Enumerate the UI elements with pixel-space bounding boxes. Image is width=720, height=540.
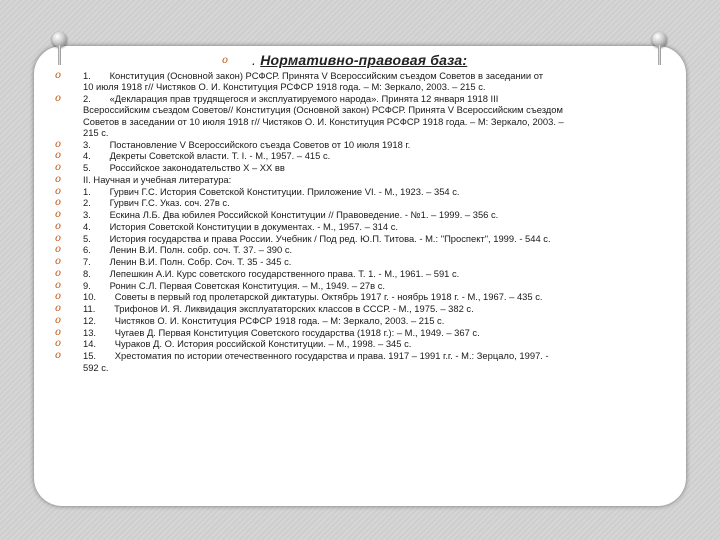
pushpin-icon	[50, 32, 70, 66]
list-item-line: 215 с.	[83, 126, 109, 138]
list-item-line: 11. Трифонов И. Я. Ликвидация эксплуататорских классов в СССР. - М., 1975. – 382 с.	[83, 303, 474, 315]
bullet-icon: o	[55, 232, 62, 244]
list-item-line: 5. История государства и права России. Учебник / Под ред. Ю.П. Титова. - М.: "Проспект", 1999. - 544 с.	[83, 232, 551, 244]
bullet-icon: o	[55, 162, 62, 174]
bullet-icon: o	[55, 267, 62, 279]
list-item-line: 6. Ленин В.И. Полн. собр. соч. Т. 37. – 390 с.	[83, 244, 293, 256]
bullet-icon: o	[55, 279, 62, 291]
bullet-icon: o	[55, 314, 62, 326]
list-item-line: 1. Конституция (Основной закон) РСФСР. Принята V Всероссийским съездом Советов в заседании от	[83, 70, 544, 81]
list-item-line: 3. Постановление V Всероссийского съезда Советов от 10 июля 1918 г.	[83, 138, 411, 150]
bullet-icon: o	[55, 244, 62, 256]
list-item-line: 2. Гурвич Г.С. Указ. соч. 27в с.	[83, 197, 230, 209]
bullet-icon: o	[55, 138, 62, 150]
bullet-icon: o	[55, 150, 62, 162]
bullet-icon: o	[55, 350, 62, 362]
list-item-line: 9. Ронин С.Л. Первая Советская Конституция. – М., 1949. – 27в с.	[83, 279, 386, 291]
list-item-line: 4. Декреты Советской власти. Т. I. - М., 1957. – 415 с.	[83, 150, 331, 162]
bullet-icon: o	[55, 303, 62, 315]
bullet-icon: o	[55, 185, 62, 197]
list-item-line: II. Научная и учебная литература:	[83, 173, 232, 185]
list-item-line: 10 июля 1918 г// Чистяков О. И. Конституция РСФСР 1918 года. – М: Зеркало, 2003. – 215 с.	[83, 81, 486, 93]
page-title: . Нормативно-правовая база:	[252, 52, 468, 68]
list-item-line: 3. Ескина Л.Б. Два юбилея Российской Конституции // Правоведение. - №1. – 1999. – 356 с.	[83, 209, 499, 221]
list-item-line: 8. Лепешкин А.И. Курс советского государственного права. Т. 1. - М., 1961. – 591 с.	[83, 267, 460, 279]
bullet-icon: o	[55, 197, 62, 209]
list-item-line: 4. История Советской Конституции в документах. - М., 1957. – 314 с.	[83, 220, 399, 232]
list-item-line: 15. Хрестоматия по истории отечественного государства и права. 1917 – 1991 г.г. - М.: Зерцало, 1997. -	[83, 350, 549, 362]
list-item-line: 1. Гурвич Г.С. История Советской Конституции. Приложение VI. - М., 1923. – 354 с.	[83, 185, 460, 197]
list-item-line: 12. Чистяков О. И. Конституция РСФСР 1918 года. – М: Зеркало, 2003. – 215 с.	[83, 314, 445, 326]
bullet-icon: o	[55, 326, 62, 338]
bullet-icon: o	[55, 93, 62, 105]
list-item-line: 14. Чураков Д. О. История российской Конституции. – М., 1998. – 345 с.	[83, 338, 412, 350]
list-item-line: 10. Советы в первый год пролетарской диктатуры. Октябрь 1917 г. - ноябрь 1918 г. - М., 1967. – 435 с.	[83, 291, 543, 303]
list-item-line: 7. Ленин В.И. Полн. Собр. Соч. Т. 35 - 345 с.	[83, 256, 292, 268]
bullet-icon: o	[55, 256, 62, 268]
list-item-line: 13. Чугаев Д. Первая Конституция Советского государства (1918 г.): – М., 1949. – 367 с.	[83, 326, 480, 338]
list-item-line: 592 с.	[83, 361, 109, 373]
bullet-icon: o	[55, 291, 62, 303]
bullet-icon: o	[55, 209, 62, 221]
bullet-icon: o	[55, 338, 62, 350]
bullet-icon: o	[55, 70, 62, 81]
list-item-line: 5. Российское законодательство X – XX вв	[83, 162, 285, 174]
bullet-icon: o	[222, 55, 229, 66]
bullet-icon: o	[55, 220, 62, 232]
list-item-line: Советов в заседании от 10 июля 1918 г// Чистяков О. И. Конституция РСФСР 1918 года. – М: Зеркало, 2003. –	[83, 115, 564, 127]
list-item-line: 2. «Декларация прав трудящегося и эксплуатируемого народа». Принята 12 января 1918 III	[83, 93, 499, 105]
pushpin-icon	[650, 32, 670, 66]
bullet-icon: o	[55, 173, 62, 185]
list-item-line: Всероссийским съездом Советов// Конституция (Основной закон) РСФСР. Принята V Всероссийским съездом	[83, 104, 563, 116]
